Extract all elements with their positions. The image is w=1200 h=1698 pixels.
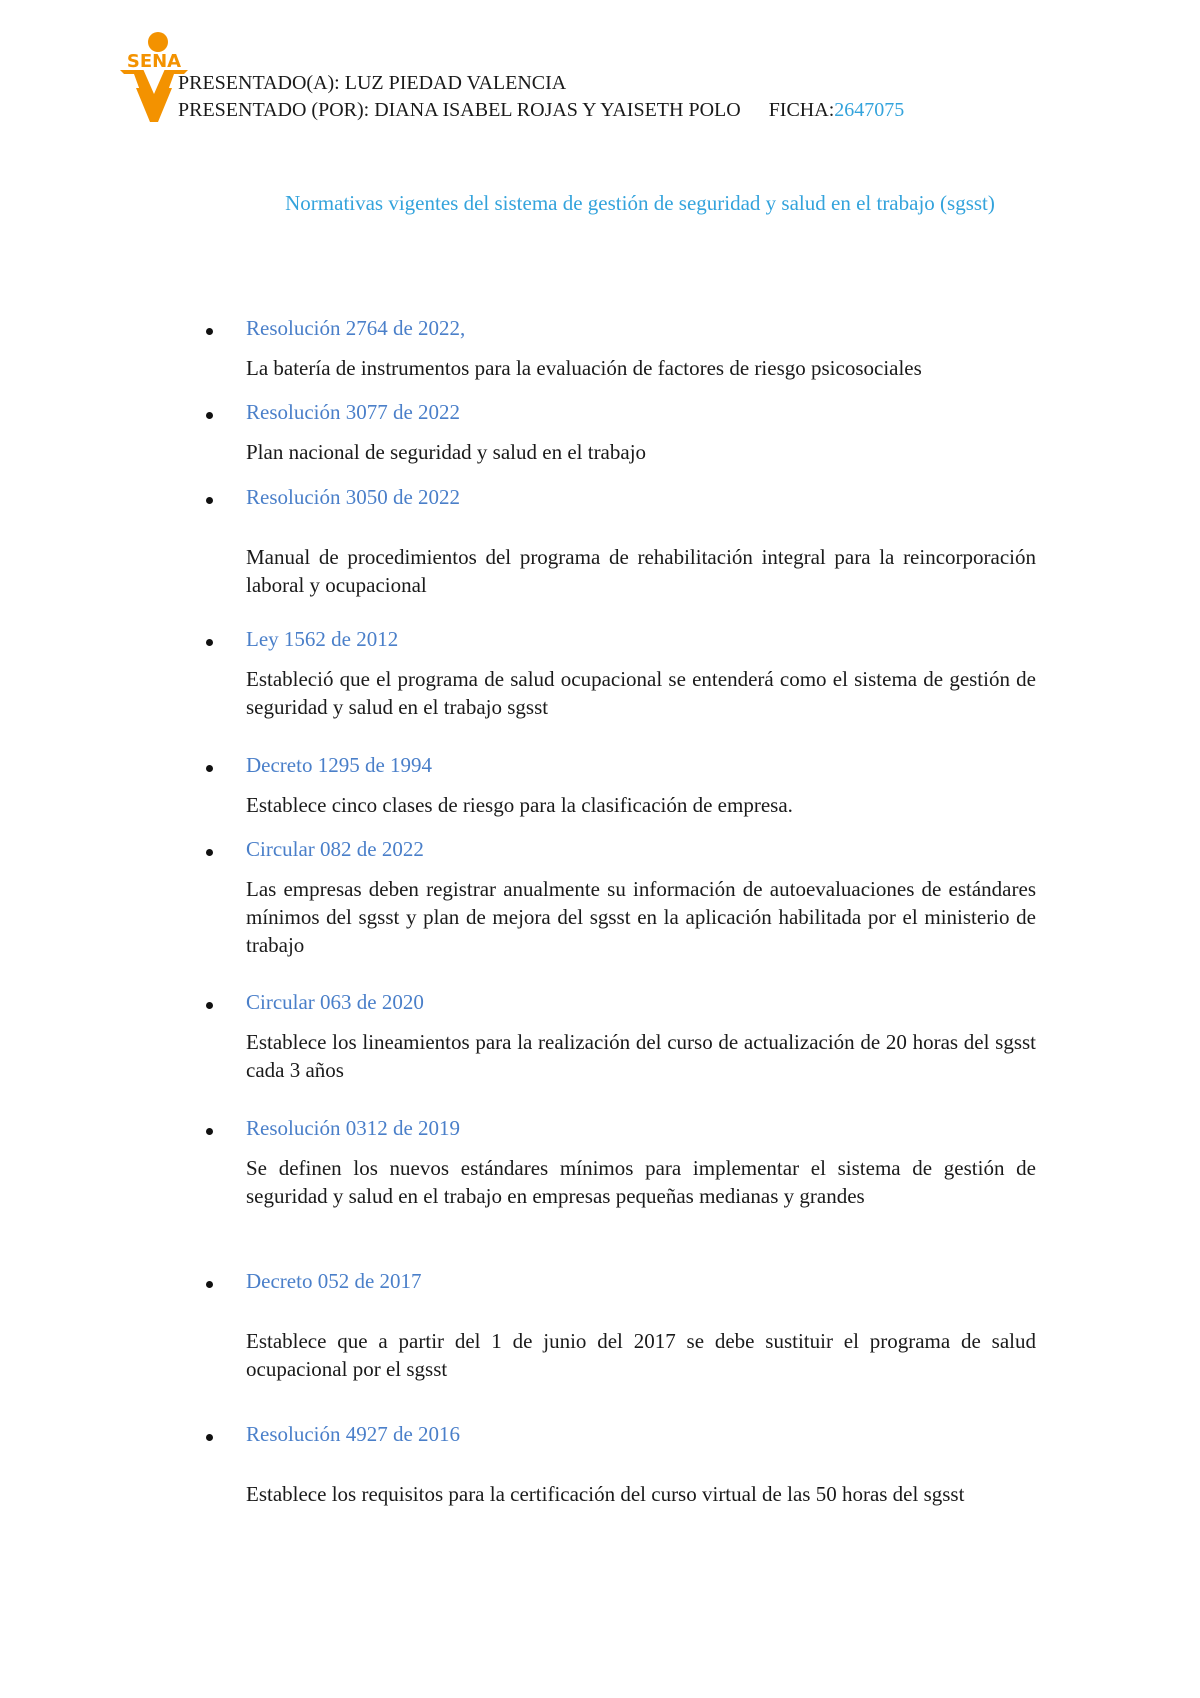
list-item	[206, 1267, 1036, 1383]
presentado-a: PRESENTADO(A): LUZ PIEDAD VALENCIA	[178, 72, 567, 94]
item-heading: Resolución 4927 de 2016	[246, 1422, 461, 1446]
bullet-icon	[206, 1128, 213, 1135]
bullet-icon	[206, 849, 213, 856]
item-description: Establece que a partir del 1 de junio del 2017 se debe sustituir el programa de salud ocupacional por el sgsst	[246, 1329, 1036, 1381]
ficha-label: FICHA:	[768, 99, 835, 121]
list-item	[206, 835, 1036, 959]
bullet-icon	[206, 412, 213, 419]
bullet-icon	[206, 765, 213, 772]
document-header	[178, 70, 904, 124]
list-item	[206, 1420, 1036, 1508]
presentado-por-text: PRESENTADO (POR): DIANA ISABEL ROJAS Y YAISETH POLO	[178, 99, 741, 121]
item-description: Las empresas deben registrar anualmente su información de autoevaluaciones de estándares mínimos del sgsst y plan de mejora del sgsst en la aplicación habilitada por el ministerio de trabajo	[246, 877, 1036, 957]
svg-text:SENA: SENA	[126, 51, 182, 72]
item-heading: Resolución 2764 de 2022,	[246, 316, 466, 340]
bullet-icon	[206, 328, 213, 335]
item-description: Establece los requisitos para la certificación del curso virtual de las 50 horas del sgsst	[246, 1482, 965, 1506]
item-heading: Decreto 052 de 2017	[246, 1269, 422, 1293]
bullet-icon	[206, 1434, 213, 1441]
item-description: Se definen los nuevos estándares mínimos para implementar el sistema de gestión de seguridad y salud en el trabajo en empresas pequeñas medianas y grandes	[246, 1156, 1036, 1208]
item-heading: Resolución 0312 de 2019	[246, 1116, 461, 1140]
list-item	[206, 988, 1036, 1084]
item-heading: Circular 082 de 2022	[246, 837, 424, 861]
item-heading: Decreto 1295 de 1994	[246, 753, 433, 777]
item-description: Establece cinco clases de riesgo para la clasificación de empresa.	[246, 793, 793, 817]
document-title: Normativas vigentes del sistema de gestión de seguridad y salud en el trabajo (sgsst)	[285, 191, 995, 215]
item-description: Manual de procedimientos del programa de rehabilitación integral para la reincorporación laboral y ocupacional	[246, 545, 1036, 597]
item-heading: Circular 063 de 2020	[246, 990, 424, 1014]
item-description: Plan nacional de seguridad y salud en el trabajo	[246, 440, 647, 464]
item-heading: Resolución 3050 de 2022	[246, 485, 461, 509]
list-item	[206, 1114, 1036, 1210]
list-item	[206, 483, 1036, 599]
bullet-icon	[206, 1002, 213, 1009]
ficha-value: 2647075	[834, 99, 905, 121]
item-description: La batería de instrumentos para la evaluación de factores de riesgo psicosociales	[246, 356, 922, 380]
list-item	[206, 314, 1036, 382]
item-description: Estableció que el programa de salud ocupacional se entenderá como el sistema de gestión de seguridad y salud en el trabajo sgsst	[246, 667, 1036, 719]
bullet-icon	[206, 639, 213, 646]
item-description: Establece los lineamientos para la realización del curso de actualización de 20 horas del sgsst cada 3 años	[246, 1030, 1036, 1082]
presentado-por	[178, 97, 904, 124]
item-heading: Ley 1562 de 2012	[246, 627, 399, 651]
list-item	[206, 751, 1036, 819]
item-heading: Resolución 3077 de 2022	[246, 400, 461, 424]
list-item	[206, 398, 1036, 466]
list-item	[206, 625, 1036, 721]
bullet-icon	[206, 497, 213, 504]
bullet-icon	[206, 1281, 213, 1288]
